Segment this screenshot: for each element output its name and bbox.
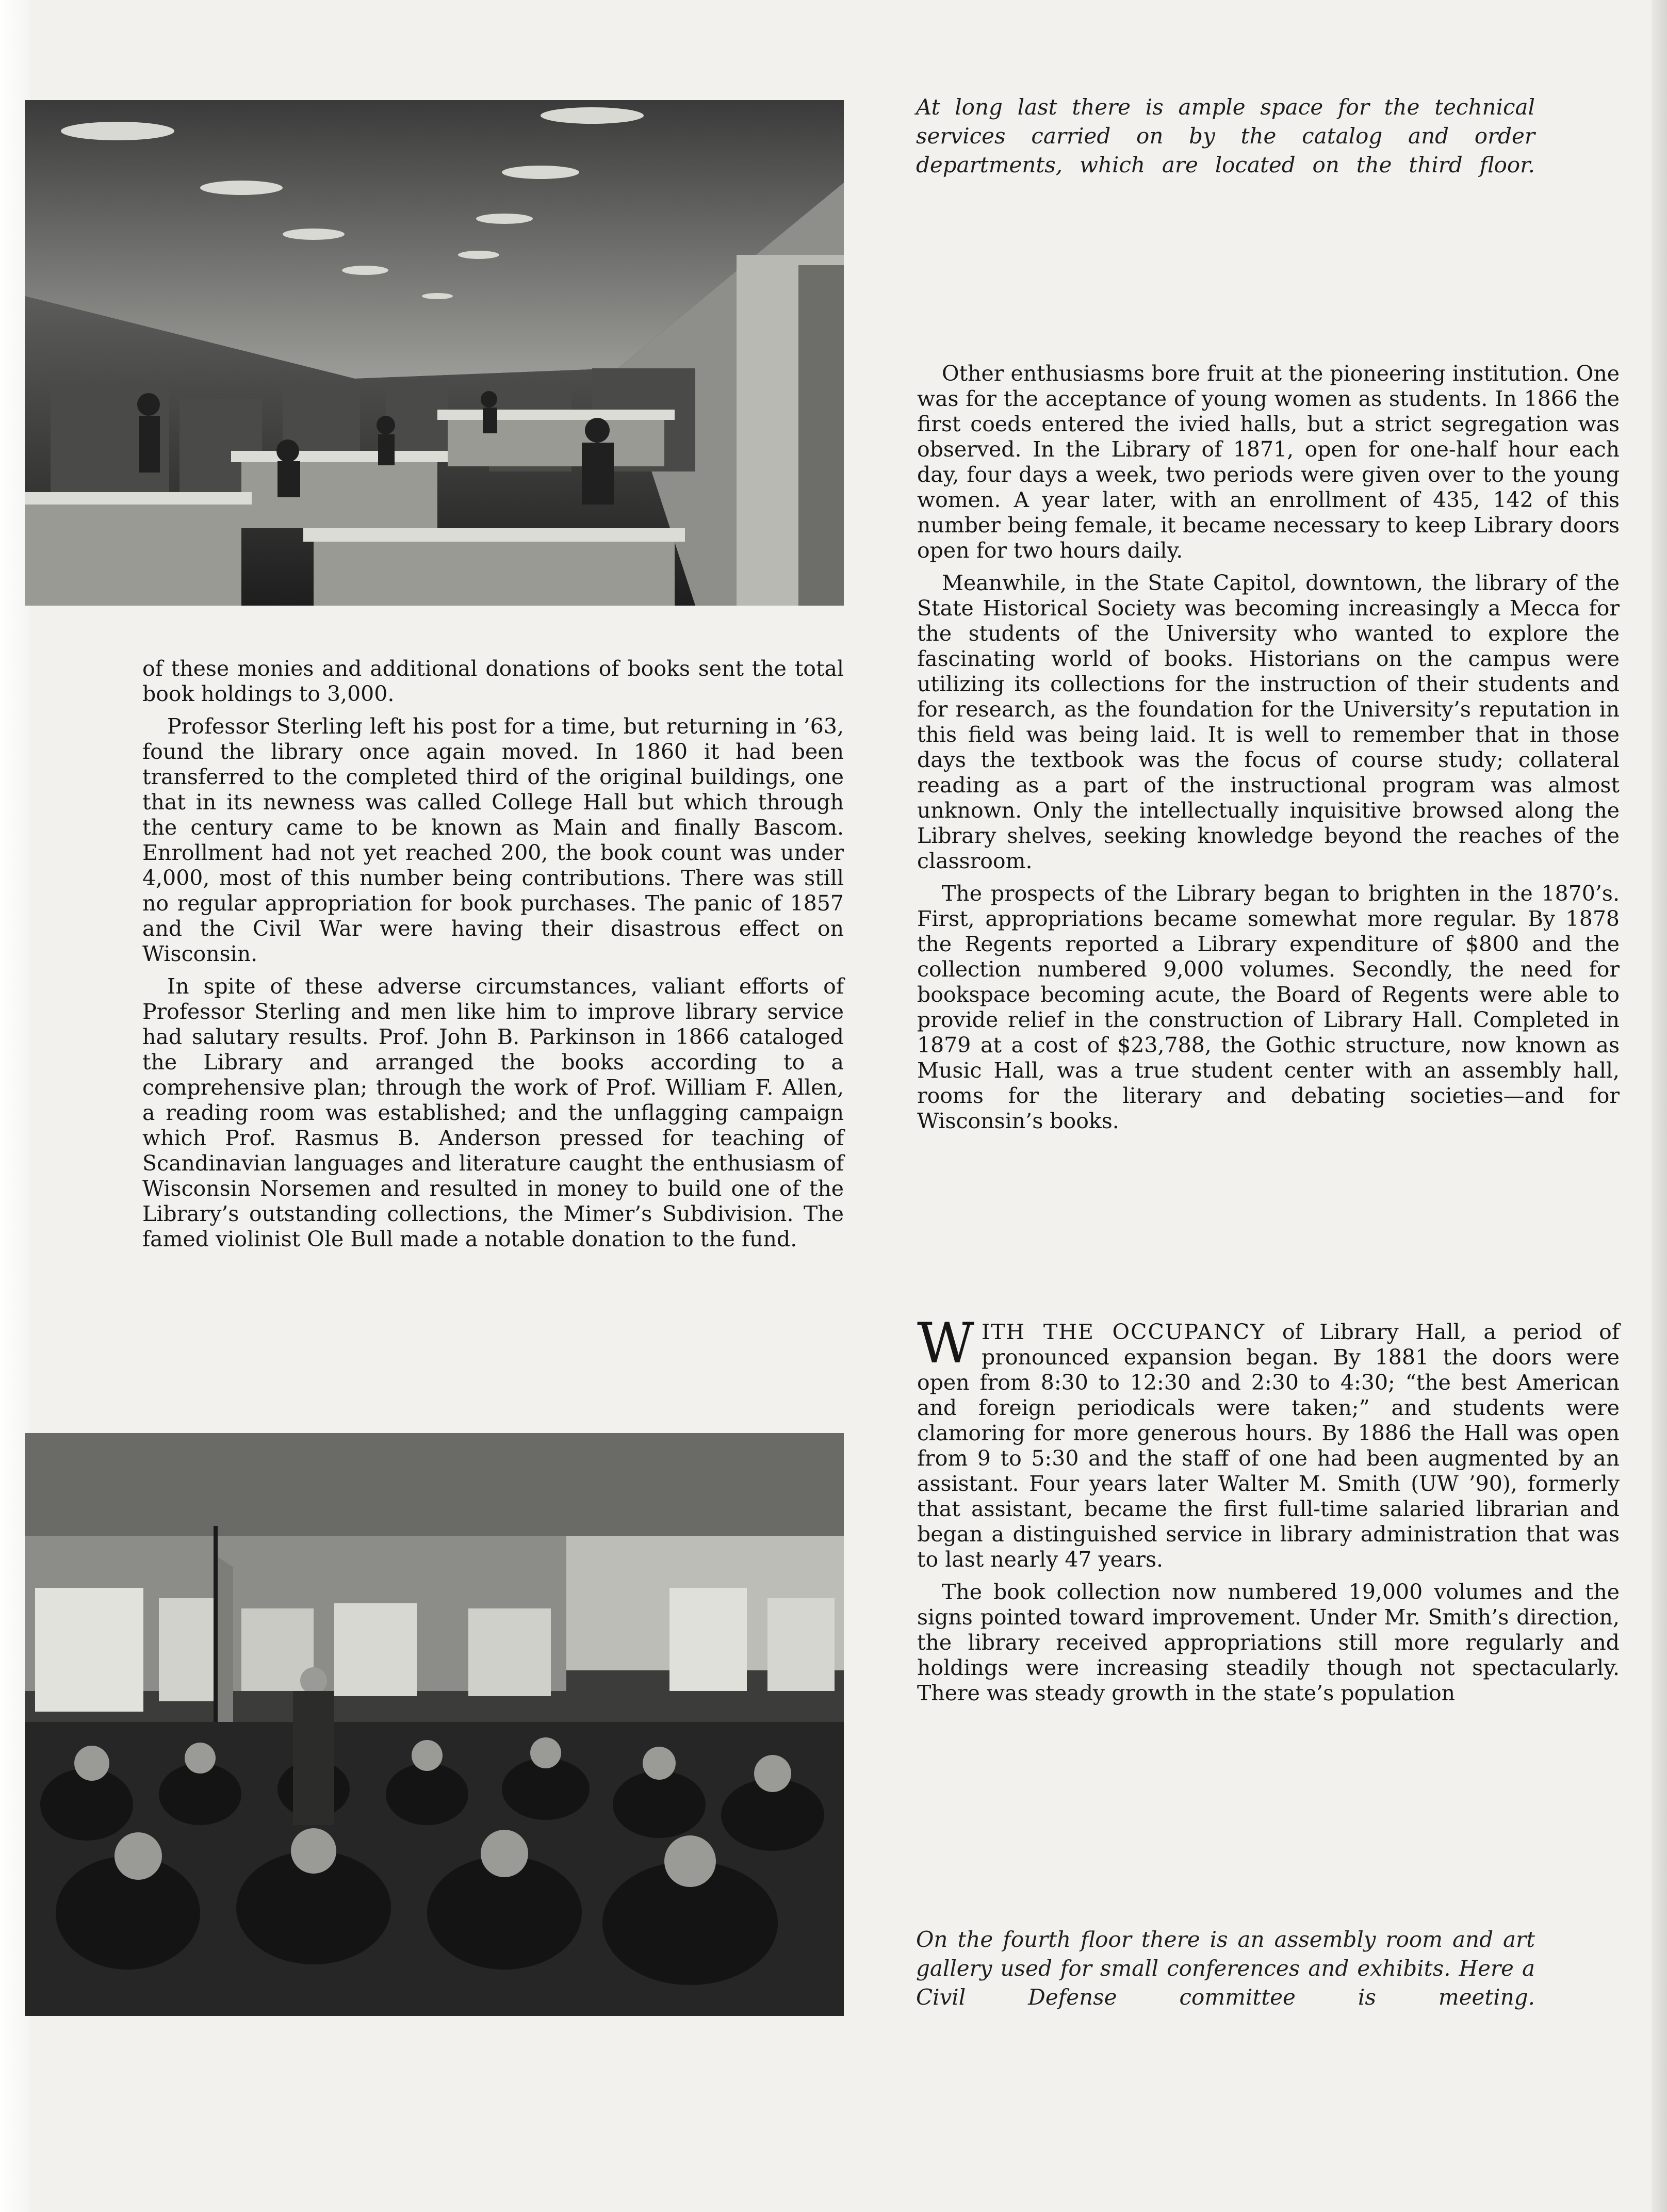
- right-column-bottom: [917, 1311, 1620, 1706]
- right-column-top: [917, 361, 1620, 1134]
- paragraph: of these monies and additional donations of books sent the total book holdings to 3,000.: [142, 656, 844, 706]
- paragraph: Other enthusiasms bore fruit at the pioneering institution. One was for the acceptance of young women as students. In 1866 the first coeds entered the ivied halls, but a strict segregation was observed. In the Library of 1871, open for one-half hour each day, four days a week, two periods were given over to the young women. A year later, with an enrollment of 435, 142 of this number being female, it became necessary to keep Library doors open for two hours daily.: [917, 361, 1620, 563]
- paragraph: The prospects of the Library began to brighten in the 1870’s. First, appropriations became somewhat more regular. By 1878 the Regents reported a Library expenditure of $800 and the collection numbered 9,000 volumes. Secondly, the need for bookspace becoming acute, the Board of Regents were able to provide relief in the construction of Library Hall. Completed in 1879 at a cost of $23,788, the Gothic structure, now known as Music Hall, was a true student center with an assembly hall, rooms for the literary and debating societies—and for Wisconsin’s books.: [917, 881, 1620, 1133]
- lead-in: ITH THE OCCUPANCY: [982, 1320, 1266, 1344]
- left-column: [142, 656, 844, 1252]
- catalog-room-photo: [25, 100, 844, 606]
- paragraph: Professor Sterling left his post for a time, but returning in ’63, found the library once again moved. In 1860 it had been transferred to the completed third of the original buildings, one that in its newness was called College Hall but which through the century came to be known as Main and finally Bascom. Enrollment had not yet reached 200, the book count was under 4,000, most of this number being contributions. There was still no regular appropriation for book purchases. The panic of 1857 and the Civil War were having their disastrous effect on Wisconsin.: [142, 714, 844, 966]
- paragraph: Meanwhile, in the State Capitol, downtown, the library of the State Historical Society was becoming increasingly a Mecca for the students of the University who wanted to explore the fascinating world of books. Historians on the campus were utilizing its collections for the instruction of their students and for research, as the foundation for the University’s reputation in this field was being laid. It is well to remember that in those days the textbook was the focus of course study; collateral reading as a part of the instructional program was almost unknown. Only the intellectually inquisitive browsed along the Library shelves, seeking knowledge beyond the reaches of the classroom.: [917, 571, 1620, 873]
- drop-cap: W: [917, 1311, 975, 1376]
- assembly-room-photo: [25, 1433, 844, 2016]
- paragraph-text: of Library Hall, a period of pronounced expansion began. By 1881 the doors were open from 8:30 to 12:30 and 2:30 to 4:30; “the best American and foreign periodicals were taken;” and students were clamoring for more generous hours. By 1886 the Hall was open from 9 to 5:30 and the staff of one had been augmented by an assistant. Four years later Walter M. Smith (UW ’90), formerly that assistant, became the first full-time salaried librarian and began a distinguished service in library administration that was to last nearly 47 years.: [917, 1320, 1620, 1572]
- page-edge-right: [1652, 0, 1667, 2212]
- section-opening-paragraph: [917, 1311, 1620, 1572]
- paragraph: The book collection now numbered 19,000 volumes and the signs pointed toward improvement. Under Mr. Smith’s direction, the library received appropriations still more regularly and holdings were increasing steadily though not spectacularly. There was steady growth in the state’s population: [917, 1580, 1620, 1705]
- paragraph: In spite of these adverse circumstances, valiant efforts of Professor Sterling and men like him to improve library service had salutary results. Prof. John B. Parkinson in 1866 cataloged the Library and arranged the books according to a comprehensive plan; through the work of Prof. William F. Allen, a reading room was established; and the unflagging campaign which Prof. Rasmus B. Anderson pressed for teaching of Scandinavian languages and literature caught the enthusiasm of Wisconsin Norsemen and resulted in money to build one of the Library’s outstanding collections, the Mimer’s Subdivision. The famed violinist Ole Bull made a notable donation to the fund.: [142, 974, 844, 1251]
- caption-top: At long last there is ample space for the technical services carried on by the catalog and order departments, which are located on the third floor.: [916, 94, 1535, 177]
- caption-bottom: On the fourth floor there is an assembly room and art gallery used for small conferences and exhibits. Here a Civil Defense committee is meeting.: [916, 1927, 1535, 2010]
